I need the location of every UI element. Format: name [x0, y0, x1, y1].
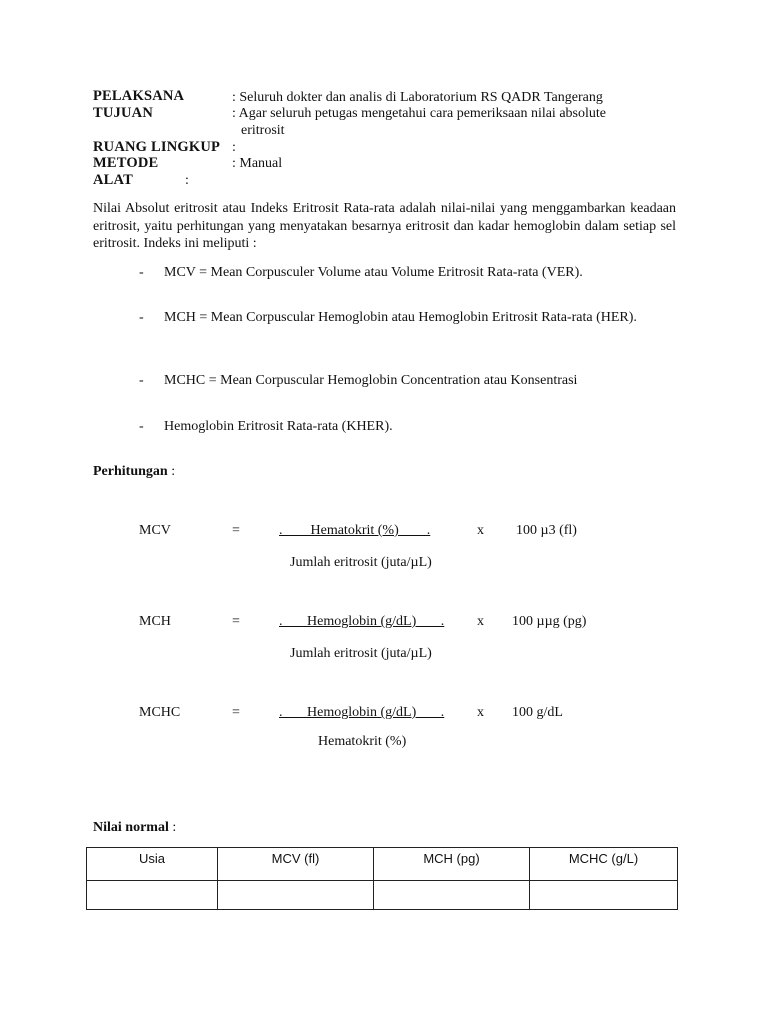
header-label-alat: ALAT	[93, 172, 134, 188]
formula-name: MCH	[139, 614, 171, 629]
table-cell	[530, 881, 678, 910]
nilai-normal-colon: :	[168, 820, 177, 835]
column-header-mchc: MCHC (g/L)	[530, 848, 678, 881]
perhitungan-colon: :	[167, 464, 176, 479]
header-label-tujuan: TUJUAN	[93, 105, 154, 121]
bullet-text-kher: Hemoglobin Eritrosit Rata-rata (KHER).	[164, 419, 393, 434]
bullet-text-mch: MCH = Mean Corpuscular Hemoglobin atau Hemoglobin Eritrosit Rata-rata (HER).	[164, 310, 637, 325]
bullet-dash: -	[139, 265, 144, 280]
nilai-normal-title: Nilai normal	[93, 820, 169, 835]
header-value-tujuan: : Agar seluruh petugas mengetahui cara pemeriksaan nilai absolute	[232, 106, 606, 121]
perhitungan-title: Perhitungan	[93, 464, 168, 479]
table-cell	[374, 881, 530, 910]
equals-sign: =	[232, 614, 240, 629]
header-label-ruang-lingkup: RUANG LINGKUP	[93, 139, 221, 155]
header-value-alat: :	[185, 173, 189, 188]
column-header-mcv: MCV (fl)	[218, 848, 374, 881]
bullet-dash: -	[139, 310, 144, 325]
bullet-text-mchc: MCHC = Mean Corpuscular Hemoglobin Concentration atau Konsentrasi	[164, 373, 578, 388]
header-value-metode: : Manual	[232, 156, 283, 171]
formula-denominator: Hematokrit (%)	[318, 734, 407, 749]
table-row	[87, 881, 678, 910]
header-label-pelaksana: PELAKSANA	[93, 88, 185, 104]
times-sign: x	[477, 614, 484, 629]
header-value-tujuan-cont: eritrosit	[241, 123, 285, 138]
formula-multiplier: 100 g/dL	[512, 705, 563, 720]
header-value-pelaksana: : Seluruh dokter dan analis di Laboratorium RS QADR Tangerang	[232, 90, 603, 105]
intro-paragraph: Nilai Absolut eritrosit atau Indeks Eritrosit Rata-rata adalah nilai-nilai yang menggambarkan keadaan eritrosit, yaitu perhitungan yang menyatakan besarnya eritrosit dan kadar hemoglobin dalam setiap sel eritrosit. Indeks ini meliputi :	[93, 201, 676, 251]
bullet-text-mcv: MCV = Mean Corpusculer Volume atau Volume Eritrosit Rata-rata (VER).	[164, 265, 583, 280]
header-value-ruang-lingkup: :	[232, 140, 236, 155]
table-header-row	[87, 848, 678, 881]
equals-sign: =	[232, 523, 240, 538]
formula-multiplier: 100 µ3 (fl)	[516, 523, 577, 538]
times-sign: x	[477, 523, 484, 538]
formula-name: MCHC	[139, 705, 181, 720]
header-label-metode: METODE	[93, 155, 159, 171]
column-header-mch: MCH (pg)	[374, 848, 530, 881]
bullet-dash: -	[139, 373, 144, 388]
nilai-normal-heading	[93, 819, 176, 836]
formula-denominator: Jumlah eritrosit (juta/µL)	[290, 555, 432, 570]
perhitungan-heading	[93, 463, 175, 480]
formula-numerator: . Hematokrit (%) .	[279, 523, 431, 538]
formula-denominator: Jumlah eritrosit (juta/µL)	[290, 646, 432, 661]
column-header-usia: Usia	[87, 848, 218, 881]
table-cell	[87, 881, 218, 910]
formula-numerator: . Hemoglobin (g/dL) .	[279, 614, 445, 629]
table-cell	[218, 881, 374, 910]
normal-values-table	[86, 847, 678, 910]
bullet-dash: -	[139, 419, 144, 434]
formula-name: MCV	[139, 523, 171, 538]
equals-sign: =	[232, 705, 240, 720]
formula-multiplier: 100 µµg (pg)	[512, 614, 587, 629]
times-sign: x	[477, 705, 484, 720]
formula-numerator: . Hemoglobin (g/dL) .	[279, 705, 445, 720]
